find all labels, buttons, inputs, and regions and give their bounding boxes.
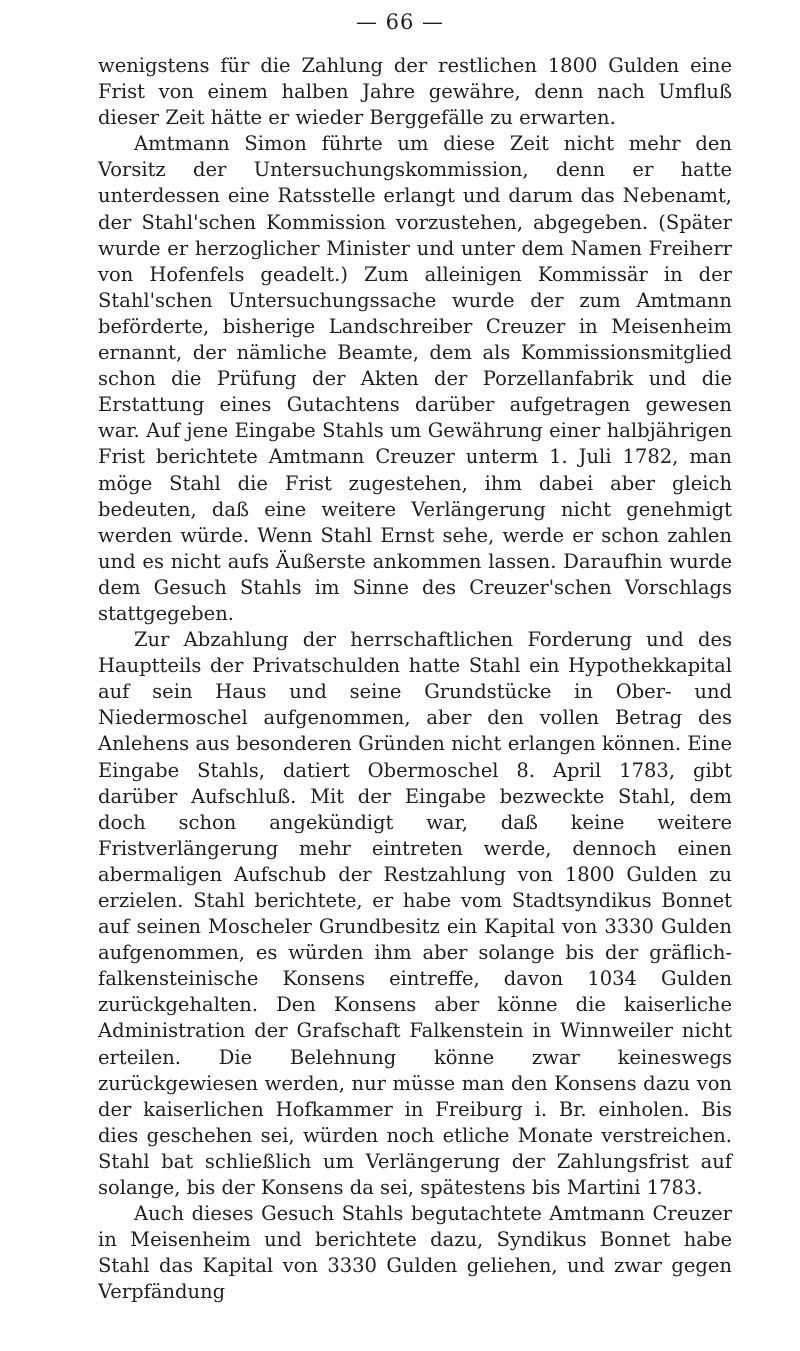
body-text — [98, 53, 732, 1306]
paragraph-3: Zur Abzahlung der herrschaftlichen Forderung und des Hauptteils der Privatschulden hatte Stahl ein Hypothekkapital auf sein Haus und seine Grundstücke in Ober- und Niedermoschel aufgenommen, aber den vollen Betrag des Anlehens aus besonderen Gründen nicht erlangen können. Eine Eingabe Stahls, datiert Obermoschel 8. April 1783, gibt darüber Aufschluß. Mit der Eingabe bezweckte Stahl, dem doch schon angekündigt war, daß keine weitere Fristverlängerung mehr eintreten werde, dennoch einen abermaligen Aufschub der Restzahlung von 1800 Gulden zu erzielen. Stahl berichtete, er habe vom Stadtsyndikus Bonnet auf seinen Moscheler Grundbesitz ein Kapital von 3330 Gulden aufgenommen, es würden ihm aber solange bis der gräflich-falkensteinische Konsens eintreffe, davon 1034 Gulden zurückgehalten. Den Konsens aber könne die kaiserliche Administration der Grafschaft Falkenstein in Winnweiler nicht erteilen. Die Belehnung könne zwar keineswegs zurückgewiesen werden, nur müsse man den Konsens dazu von der kaiserlichen Hofkammer in Freiburg i. Br. einholen. Bis dies geschehen sei, würden noch etliche Monate verstreichen. Stahl bat schließlich um Verlängerung der Zahlungsfrist auf solange, bis der Konsens da sei, spätestens bis Martini 1783. — [98, 628, 732, 1200]
paragraph-2: Amtmann Simon führte um diese Zeit nicht mehr den Vorsitz der Untersuchungskommission, denn er hatte unterdessen eine Ratsstelle erlangt und darum das Nebenamt, der Stahl'schen Kommission vorzustehen, abgegeben. (Später wurde er herzoglicher Minister und unter dem Namen Freiherr von Hofenfels geadelt.) Zum alleinigen Kommissär in der Stahl'schen Untersuchungssache wurde der zum Amtmann beförderte, bisherige Landschreiber Creuzer in Meisenheim ernannt, der nämliche Beamte, dem als Kommissionsmitglied schon die Prüfung der Akten der Porzellanfabrik und die Erstattung eines Gutachtens darüber aufgetragen gewesen war. Auf jene Eingabe Stahls um Gewährung einer halbjährigen Frist berichtete Amtmann Creuzer unterm 1. Juli 1782, man möge Stahl die Frist zugestehen, ihm dabei aber gleich bedeuten, daß eine weitere Verlängerung nicht genehmigt werden würde. Wenn Stahl Ernst sehe, werde er schon zahlen und es nicht aufs Äußerste ankommen lassen. Daraufhin wurde dem Gesuch Stahls im Sinne des Creuzer'schen Vorschlags stattgegeben. — [98, 132, 732, 625]
paragraph-4: Auch dieses Gesuch Stahls begutachtete Amtmann Creuzer in Meisenheim und berichtete dazu, Syndikus Bonnet habe Stahl das Kapital von 3330 Gulden geliehen, und zwar gegen Verpfändung — [98, 1202, 732, 1304]
page-number: — 66 — — [355, 10, 445, 34]
paragraph-1: wenigstens für die Zahlung der restlichen 1800 Gulden eine Frist von einem halben Jahre gewähre, denn nach Umfluß dieser Zeit hätte er wieder Berggefälle zu erwarten. — [98, 54, 732, 130]
